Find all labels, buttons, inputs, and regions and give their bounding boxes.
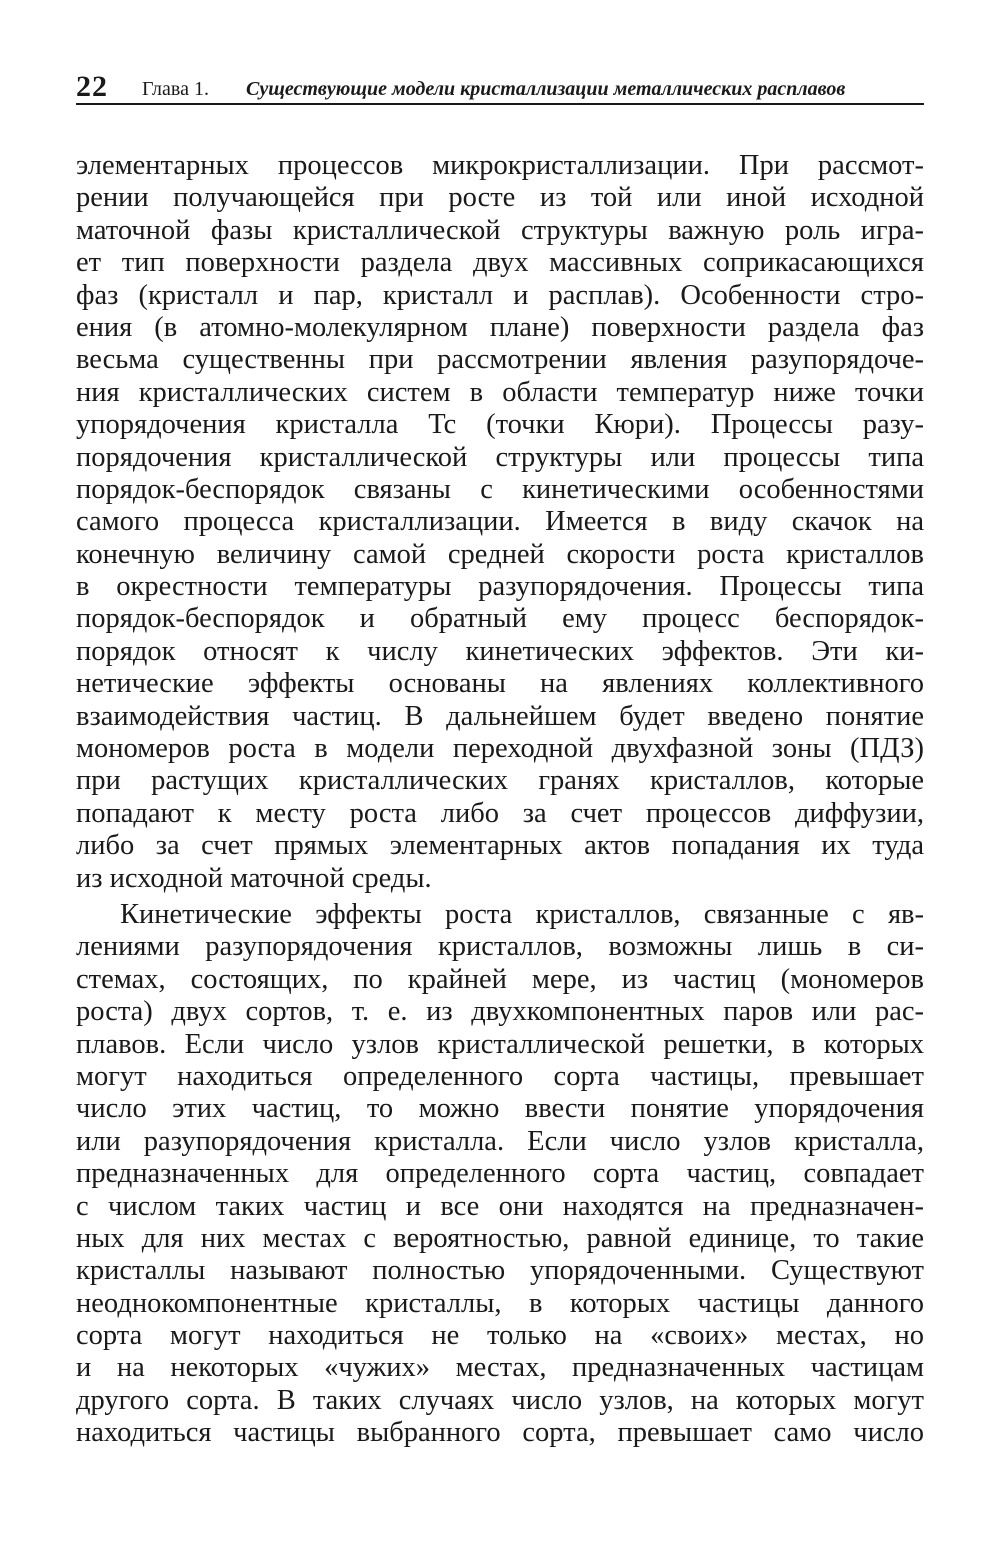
chapter-title: Существующие модели кристаллизации металлических расплавов xyxy=(246,78,846,100)
text-line: нетические эффекты основаны на явлениях коллективного xyxy=(76,668,924,700)
text-line: ния кристаллических систем в области температур ниже точки xyxy=(76,376,924,408)
text-line: плавов. Если число узлов кристаллической решетки, в которых xyxy=(76,1028,924,1060)
text-line: роста) двух сортов, т. е. из двухкомпонентных паров или рас- xyxy=(76,996,924,1028)
text-line: упорядочения кристалла Tc (точки Кюри). Процессы разу- xyxy=(76,409,924,441)
text-line: неоднокомпонентные кристаллы, в которых частицы данного xyxy=(76,1287,924,1319)
text-line: конечную величину самой средней скорости роста кристаллов xyxy=(76,538,924,570)
text-line: с числом таких частиц и все они находятся на предназначен- xyxy=(76,1190,924,1222)
text-line: ет тип поверхности раздела двух массивных соприкасающихся xyxy=(76,247,924,279)
text-line: кристаллы называют полностью упорядоченными. Существуют xyxy=(76,1255,924,1287)
paragraph-2 xyxy=(76,899,924,1450)
text-line: Кинетические эффекты роста кристаллов, связанные с яв- xyxy=(120,898,924,930)
text-line: порядок-беспорядок связаны с кинетическими особенностями xyxy=(76,473,924,505)
text-line: элементарных процессов микрокристаллизации. При рассмот- xyxy=(76,150,924,181)
text-line: могут находиться определенного сорта частицы, превышает xyxy=(76,1060,924,1092)
chapter-label: Глава 1. xyxy=(142,78,209,100)
text-line: порядок-беспорядок и обратный ему процесс беспорядок- xyxy=(76,603,924,635)
text-line: взаимодействия частиц. В дальнейшем будет введено понятие xyxy=(76,700,924,732)
text-line: ных для них местах с вероятностью, равной единице, то такие xyxy=(76,1222,924,1254)
body-text xyxy=(76,150,924,1450)
text-line: предназначенных для определенного сорта частиц, совпадает xyxy=(76,1158,924,1190)
text-line: сорта могут находиться не только на «своих» местах, но xyxy=(76,1320,924,1352)
text-line: в окрестности температуры разупорядочения. Процессы типа xyxy=(76,571,924,603)
text-line: фаз (кристалл и пар, кристалл и расплав). Особенности стро- xyxy=(76,279,924,311)
text-line: число этих частиц, то можно ввести понятие упорядочения xyxy=(76,1093,924,1125)
text-line: порядочения кристаллической структуры или процессы типа xyxy=(76,441,924,473)
text-line: маточной фазы кристаллической структуры важную роль игра- xyxy=(76,214,924,246)
header-divider xyxy=(76,103,924,105)
text-line: находиться частицы выбранного сорта, превышает само число xyxy=(76,1417,924,1449)
text-line: попадают к месту роста либо за счет процессов диффузии, xyxy=(76,797,924,829)
running-header xyxy=(76,66,924,106)
text-line: или разупорядочения кристалла. Если число узлов кристалла, xyxy=(76,1125,924,1157)
text-line: рении получающейся при росте из той или иной исходной xyxy=(76,182,924,214)
text-line: ения (в атомно-молекулярном плане) поверхности раздела фаз xyxy=(76,311,924,343)
page-number: 22 xyxy=(76,70,108,103)
text-line: мономеров роста в модели переходной двухфазной зоны (ПДЗ) xyxy=(76,733,924,765)
text-line: лениями разупорядочения кристаллов, возможны лишь в си- xyxy=(76,931,924,963)
text-line: другого сорта. В таких случаях число узлов, на которых могут xyxy=(76,1384,924,1416)
text-line: самого процесса кристаллизации. Имеется в виду скачок на xyxy=(76,506,924,538)
text-line: либо за счет прямых элементарных актов попадания их туда xyxy=(76,830,924,862)
text-line: стемах, состоящих, по крайней мере, из частиц (мономеров xyxy=(76,963,924,995)
text-line: и на некоторых «чужих» местах, предназначенных частицам xyxy=(76,1352,924,1384)
text-line: при растущих кристаллических гранях кристаллов, которые xyxy=(76,765,924,797)
text-line: порядок относят к числу кинетических эффектов. Эти ки- xyxy=(76,635,924,667)
text-line: из исходной маточной среды. xyxy=(76,862,432,894)
text-line: весьма существенны при рассмотрении явления разупорядоче- xyxy=(76,344,924,376)
paragraph-1 xyxy=(76,150,924,895)
